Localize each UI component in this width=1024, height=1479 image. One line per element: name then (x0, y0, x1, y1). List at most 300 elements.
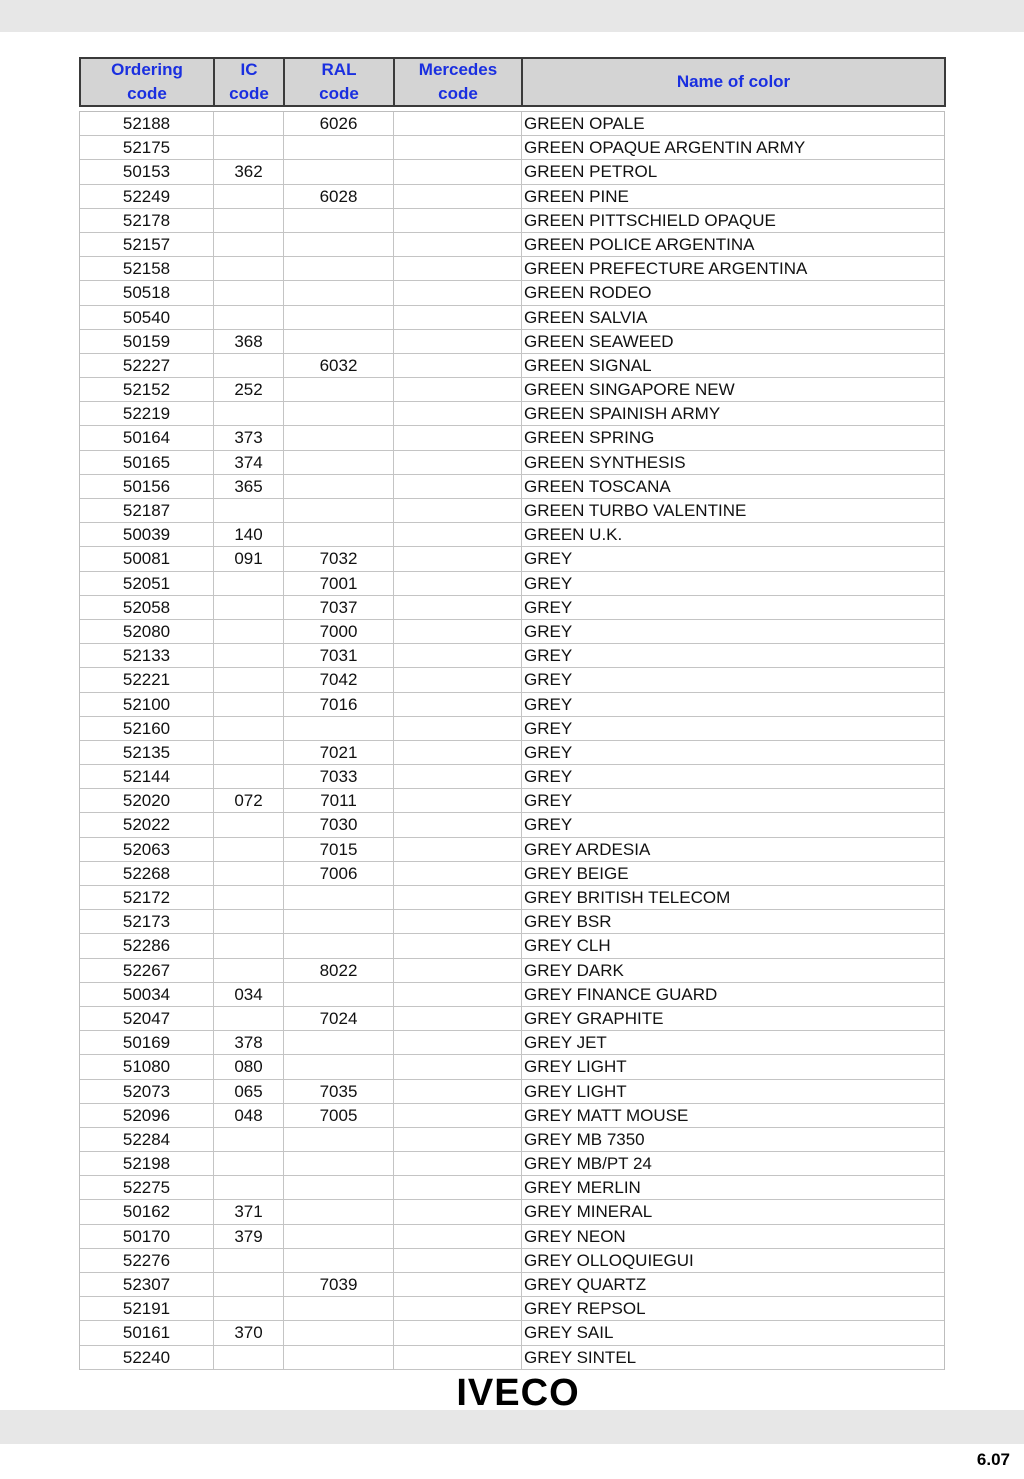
cell-ordering-code: 52160 (80, 717, 214, 740)
cell-ral-code: 7021 (284, 741, 394, 764)
cell-color-name: GREEN SIGNAL (524, 355, 652, 375)
cell-mercedes-code (394, 959, 522, 982)
table-row (80, 572, 944, 596)
header-mercedes-code-line2: code (438, 84, 478, 103)
header-ordering-code-line1: Ordering (111, 60, 183, 79)
cell-ic-code (214, 281, 284, 304)
cell-mercedes-code (394, 1007, 522, 1030)
cell-mercedes-code (394, 378, 522, 401)
header-mercedes-code-line1: Mercedes (418, 60, 498, 79)
cell-ordering-code: 52135 (80, 741, 214, 764)
cell-ral-code (284, 160, 394, 183)
cell-ic-code: 072 (214, 789, 284, 812)
cell-color-name: GREY LIGHT (524, 1057, 627, 1077)
cell-ral-code (284, 402, 394, 425)
cell-color-name: GREY SINTEL (524, 1347, 637, 1367)
cell-ral-code (284, 1128, 394, 1151)
table-row (80, 1225, 944, 1249)
cell-mercedes-code (394, 1321, 522, 1344)
cell-ral-code (284, 1055, 394, 1078)
cell-ic-code (214, 1297, 284, 1320)
cell-ral-code: 7037 (284, 596, 394, 619)
cell-color-name: GREY OLLOQUIEGUI (524, 1250, 694, 1270)
cell-ordering-code: 52063 (80, 838, 214, 861)
cell-ic-code: 373 (214, 426, 284, 449)
cell-mercedes-code (394, 693, 522, 716)
cell-color-name: GREEN PREFECTURE ARGENTINA (524, 259, 808, 279)
cell-mercedes-code (394, 451, 522, 474)
table-row (80, 233, 944, 257)
cell-color-name: GREY (524, 815, 573, 835)
iveco-logo-text: IVECO (456, 1374, 580, 1410)
cell-ordering-code: 52240 (80, 1346, 214, 1369)
cell-mercedes-code (394, 886, 522, 909)
cell-ic-code (214, 813, 284, 836)
cell-ordering-code: 52191 (80, 1297, 214, 1320)
cell-ic-code (214, 838, 284, 861)
cell-ral-code: 6026 (284, 112, 394, 135)
cell-ic-code (214, 886, 284, 909)
cell-mercedes-code (394, 741, 522, 764)
cell-ic-code (214, 1128, 284, 1151)
cell-color-name: GREEN OPALE (524, 114, 645, 133)
cell-color-name: GREY DARK (524, 960, 624, 980)
cell-ral-code (284, 1249, 394, 1272)
cell-ral-code (284, 983, 394, 1006)
table-row (80, 644, 944, 668)
cell-color-name: GREY GRAPHITE (524, 1008, 664, 1028)
cell-ordering-code: 52051 (80, 572, 214, 595)
table-row (80, 112, 944, 136)
cell-mercedes-code (394, 644, 522, 667)
cell-color-name: GREY SAIL (524, 1323, 614, 1343)
cell-mercedes-code (394, 402, 522, 425)
cell-ic-code: 379 (214, 1225, 284, 1248)
cell-mercedes-code (394, 983, 522, 1006)
cell-ic-code: 365 (214, 475, 284, 498)
cell-mercedes-code (394, 209, 522, 232)
cell-color-name: GREEN SEAWEED (524, 331, 674, 351)
table-row (80, 1128, 944, 1152)
cell-ordering-code: 52144 (80, 765, 214, 788)
cell-color-name: GREY NEON (524, 1226, 626, 1246)
cell-ic-code (214, 572, 284, 595)
cell-ral-code (284, 1152, 394, 1175)
cell-ordering-code: 52221 (80, 668, 214, 691)
cell-ordering-code: 50164 (80, 426, 214, 449)
table-row (80, 378, 944, 402)
cell-mercedes-code (394, 1273, 522, 1296)
cell-ic-code (214, 136, 284, 159)
iveco-logo (443, 1374, 593, 1410)
table-header (79, 57, 946, 107)
table-row (80, 281, 944, 305)
cell-ordering-code: 52096 (80, 1104, 214, 1127)
cell-ic-code: 378 (214, 1031, 284, 1054)
color-table (79, 111, 945, 1370)
table-row (80, 838, 944, 862)
cell-ordering-code: 52307 (80, 1273, 214, 1296)
cell-mercedes-code (394, 934, 522, 957)
cell-mercedes-code (394, 1346, 522, 1369)
table-row (80, 765, 944, 789)
cell-ic-code (214, 862, 284, 885)
cell-ordering-code: 52275 (80, 1176, 214, 1199)
cell-ordering-code: 50156 (80, 475, 214, 498)
cell-ordering-code: 52187 (80, 499, 214, 522)
cell-ordering-code: 52158 (80, 257, 214, 280)
cell-ic-code (214, 596, 284, 619)
table-row (80, 185, 944, 209)
cell-color-name: GREY (524, 767, 573, 787)
cell-color-name: GREY JET (524, 1033, 607, 1053)
cell-ral-code (284, 475, 394, 498)
cell-ral-code: 7032 (284, 547, 394, 570)
table-row (80, 1007, 944, 1031)
cell-ral-code: 6032 (284, 354, 394, 377)
cell-ordering-code: 52022 (80, 813, 214, 836)
cell-ral-code: 6028 (284, 185, 394, 208)
cell-ral-code (284, 330, 394, 353)
cell-ic-code (214, 1249, 284, 1272)
cell-mercedes-code (394, 668, 522, 691)
cell-ral-code: 7000 (284, 620, 394, 643)
cell-color-name: GREEN SINGAPORE NEW (524, 380, 735, 400)
cell-ic-code: 374 (214, 451, 284, 474)
table-row (80, 1055, 944, 1079)
table-row (80, 354, 944, 378)
cell-ordering-code: 50540 (80, 306, 214, 329)
table-row (80, 596, 944, 620)
table-row (80, 426, 944, 450)
cell-ral-code (284, 1321, 394, 1344)
table-row (80, 983, 944, 1007)
table-row (80, 620, 944, 644)
cell-ic-code (214, 1176, 284, 1199)
cell-color-name: GREY (524, 791, 573, 811)
cell-ral-code (284, 1297, 394, 1320)
cell-ral-code: 7033 (284, 765, 394, 788)
cell-color-name: GREY (524, 694, 573, 714)
cell-color-name: GREY BSR (524, 912, 612, 932)
cell-color-name: GREY LIGHT (524, 1081, 627, 1101)
cell-ic-code (214, 959, 284, 982)
cell-ral-code (284, 934, 394, 957)
cell-ral-code (284, 233, 394, 256)
cell-ordering-code: 52267 (80, 959, 214, 982)
header-ral-code-line1: RAL (321, 60, 357, 79)
cell-mercedes-code (394, 499, 522, 522)
table-row (80, 862, 944, 886)
cell-ordering-code: 50161 (80, 1321, 214, 1344)
cell-mercedes-code (394, 813, 522, 836)
cell-ic-code (214, 717, 284, 740)
table-row (80, 959, 944, 983)
cell-color-name: GREY (524, 718, 573, 738)
bottom-band (0, 1410, 1024, 1444)
cell-ral-code (284, 209, 394, 232)
cell-ordering-code: 52276 (80, 1249, 214, 1272)
cell-color-name: GREEN PITTSCHIELD OPAQUE (524, 210, 776, 230)
cell-mercedes-code (394, 1297, 522, 1320)
cell-ordering-code: 52284 (80, 1128, 214, 1151)
header-ordering-code-line2: code (127, 84, 167, 103)
cell-ordering-code: 52152 (80, 378, 214, 401)
top-band (0, 0, 1024, 32)
cell-ral-code: 7015 (284, 838, 394, 861)
cell-ic-code (214, 257, 284, 280)
cell-ordering-code: 52133 (80, 644, 214, 667)
cell-ordering-code: 52286 (80, 934, 214, 957)
cell-color-name: GREY (524, 742, 573, 762)
cell-ral-code (284, 499, 394, 522)
cell-ic-code (214, 1007, 284, 1030)
cell-ral-code: 8022 (284, 959, 394, 982)
cell-ic-code: 034 (214, 983, 284, 1006)
cell-ordering-code: 50169 (80, 1031, 214, 1054)
table-row (80, 1176, 944, 1200)
cell-ic-code: 370 (214, 1321, 284, 1344)
cell-ral-code: 7005 (284, 1104, 394, 1127)
cell-color-name: GREY BRITISH TELECOM (524, 888, 731, 907)
table-row (80, 1200, 944, 1224)
cell-ordering-code: 50159 (80, 330, 214, 353)
header-ic-code-line1: IC (240, 60, 258, 79)
cell-color-name: GREY FINANCE GUARD (524, 984, 718, 1004)
cell-mercedes-code (394, 330, 522, 353)
cell-mercedes-code (394, 112, 522, 135)
cell-ic-code: 252 (214, 378, 284, 401)
cell-mercedes-code (394, 185, 522, 208)
table-row (80, 1249, 944, 1273)
cell-color-name: GREEN SALVIA (524, 307, 648, 327)
header-ral-code (285, 59, 395, 105)
header-ordering-code (81, 59, 215, 105)
cell-color-name: GREY BEIGE (524, 863, 629, 883)
cell-mercedes-code (394, 136, 522, 159)
cell-color-name: GREY MB/PT 24 (524, 1154, 652, 1174)
cell-ral-code (284, 523, 394, 546)
cell-ordering-code: 52227 (80, 354, 214, 377)
cell-ral-code (284, 378, 394, 401)
cell-mercedes-code (394, 765, 522, 788)
cell-ordering-code: 50165 (80, 451, 214, 474)
cell-ordering-code: 52073 (80, 1080, 214, 1103)
header-ral-code-line2: code (319, 84, 359, 103)
cell-mercedes-code (394, 1080, 522, 1103)
cell-mercedes-code (394, 1249, 522, 1272)
cell-mercedes-code (394, 523, 522, 546)
cell-mercedes-code (394, 862, 522, 885)
cell-ic-code (214, 644, 284, 667)
cell-color-name: GREEN RODEO (524, 283, 652, 303)
cell-ic-code (214, 934, 284, 957)
cell-ic-code (214, 668, 284, 691)
cell-ral-code (284, 886, 394, 909)
cell-ic-code (214, 620, 284, 643)
cell-color-name: GREEN TURBO VALENTINE (524, 501, 747, 520)
cell-color-name: GREY MB 7350 (524, 1129, 645, 1149)
cell-mercedes-code (394, 1176, 522, 1199)
cell-ral-code (284, 306, 394, 329)
cell-ordering-code: 52100 (80, 693, 214, 716)
cell-color-name: GREY CLH (524, 936, 611, 956)
cell-color-name: GREY QUARTZ (524, 1275, 647, 1294)
cell-mercedes-code (394, 1225, 522, 1248)
cell-ic-code (214, 185, 284, 208)
cell-color-name: GREY MINERAL (524, 1202, 653, 1222)
cell-ic-code (214, 741, 284, 764)
cell-ordering-code: 50518 (80, 281, 214, 304)
cell-ic-code (214, 112, 284, 135)
cell-ic-code: 080 (214, 1055, 284, 1078)
cell-ic-code: 048 (214, 1104, 284, 1127)
cell-mercedes-code (394, 620, 522, 643)
cell-ordering-code: 51080 (80, 1055, 214, 1078)
cell-mercedes-code (394, 1152, 522, 1175)
cell-ral-code (284, 257, 394, 280)
cell-mercedes-code (394, 475, 522, 498)
table-row (80, 257, 944, 281)
cell-ordering-code: 50081 (80, 547, 214, 570)
cell-mercedes-code (394, 1055, 522, 1078)
table-row (80, 1152, 944, 1176)
cell-ordering-code: 52219 (80, 402, 214, 425)
cell-ral-code: 7001 (284, 572, 394, 595)
cell-ordering-code: 52249 (80, 185, 214, 208)
cell-ic-code (214, 402, 284, 425)
cell-ic-code (214, 693, 284, 716)
cell-ral-code (284, 910, 394, 933)
cell-mercedes-code (394, 547, 522, 570)
table-row (80, 934, 944, 958)
cell-mercedes-code (394, 1200, 522, 1223)
cell-ral-code (284, 717, 394, 740)
cell-ordering-code: 52175 (80, 136, 214, 159)
cell-ral-code (284, 1346, 394, 1369)
cell-ral-code: 7016 (284, 693, 394, 716)
cell-ic-code (214, 910, 284, 933)
cell-ic-code (214, 233, 284, 256)
table-row (80, 136, 944, 160)
table-row (80, 160, 944, 184)
table-row (80, 475, 944, 499)
cell-mercedes-code (394, 910, 522, 933)
cell-ic-code: 140 (214, 523, 284, 546)
cell-mercedes-code (394, 717, 522, 740)
cell-color-name: GREEN TOSCANA (524, 476, 671, 496)
cell-mercedes-code (394, 1104, 522, 1127)
cell-ral-code: 7042 (284, 668, 394, 691)
cell-ordering-code: 52047 (80, 1007, 214, 1030)
cell-ordering-code: 52020 (80, 789, 214, 812)
cell-ral-code: 7035 (284, 1080, 394, 1103)
table-row (80, 306, 944, 330)
cell-color-name: GREEN PINE (524, 186, 629, 206)
cell-ic-code (214, 1346, 284, 1369)
cell-ordering-code: 50162 (80, 1200, 214, 1223)
cell-color-name: GREEN PETROL (524, 162, 658, 182)
table-row (80, 1297, 944, 1321)
cell-mercedes-code (394, 596, 522, 619)
cell-ral-code (284, 1176, 394, 1199)
table-row (80, 668, 944, 692)
cell-ordering-code: 50034 (80, 983, 214, 1006)
cell-color-name: GREY (524, 621, 573, 641)
header-mercedes-code (395, 59, 523, 105)
cell-ic-code: 368 (214, 330, 284, 353)
table-row (80, 910, 944, 934)
cell-color-name: GREEN OPAQUE ARGENTIN ARMY (524, 138, 806, 158)
cell-ordering-code: 52058 (80, 596, 214, 619)
cell-mercedes-code (394, 789, 522, 812)
cell-color-name: GREY (524, 646, 573, 666)
cell-color-name: GREY (524, 549, 573, 569)
cell-ic-code (214, 1152, 284, 1175)
table-row (80, 451, 944, 475)
cell-mercedes-code (394, 838, 522, 861)
cell-ic-code (214, 209, 284, 232)
cell-ral-code: 7024 (284, 1007, 394, 1030)
cell-ordering-code: 50170 (80, 1225, 214, 1248)
cell-ic-code (214, 354, 284, 377)
cell-mercedes-code (394, 160, 522, 183)
cell-mercedes-code (394, 572, 522, 595)
table-row (80, 813, 944, 837)
table-row (80, 741, 944, 765)
table-row (80, 1031, 944, 1055)
cell-color-name: GREY REPSOL (524, 1299, 646, 1319)
cell-mercedes-code (394, 281, 522, 304)
cell-color-name: GREEN SPAINISH ARMY (524, 404, 721, 424)
table-row (80, 1346, 944, 1370)
cell-ral-code (284, 1225, 394, 1248)
cell-mercedes-code (394, 1128, 522, 1151)
cell-ic-code (214, 765, 284, 788)
cell-ral-code: 7011 (284, 789, 394, 812)
cell-ic-code: 065 (214, 1080, 284, 1103)
cell-ic-code (214, 1273, 284, 1296)
header-name-of-color-label: Name of color (676, 72, 791, 91)
cell-ordering-code: 52188 (80, 112, 214, 135)
table-row (80, 693, 944, 717)
cell-color-name: GREY (524, 573, 573, 593)
cell-ic-code: 362 (214, 160, 284, 183)
cell-ordering-code: 52173 (80, 910, 214, 933)
cell-ic-code: 371 (214, 1200, 284, 1223)
header-name-of-color (523, 59, 944, 105)
cell-ral-code (284, 426, 394, 449)
cell-ral-code (284, 1200, 394, 1223)
cell-mercedes-code (394, 306, 522, 329)
table-row (80, 1080, 944, 1104)
table-row (80, 523, 944, 547)
cell-ordering-code: 52157 (80, 233, 214, 256)
table-row (80, 789, 944, 813)
cell-ic-code: 091 (214, 547, 284, 570)
cell-mercedes-code (394, 1031, 522, 1054)
page-number: 6.07 (976, 1450, 1010, 1469)
cell-color-name: GREEN POLICE ARGENTINA (524, 234, 755, 254)
cell-ral-code (284, 1031, 394, 1054)
table-row (80, 499, 944, 523)
table-row (80, 1273, 944, 1297)
table-row (80, 209, 944, 233)
cell-color-name: GREY (524, 597, 573, 617)
cell-ordering-code: 50153 (80, 160, 214, 183)
cell-ordering-code: 52178 (80, 209, 214, 232)
cell-color-name: GREY MERLIN (524, 1178, 641, 1198)
